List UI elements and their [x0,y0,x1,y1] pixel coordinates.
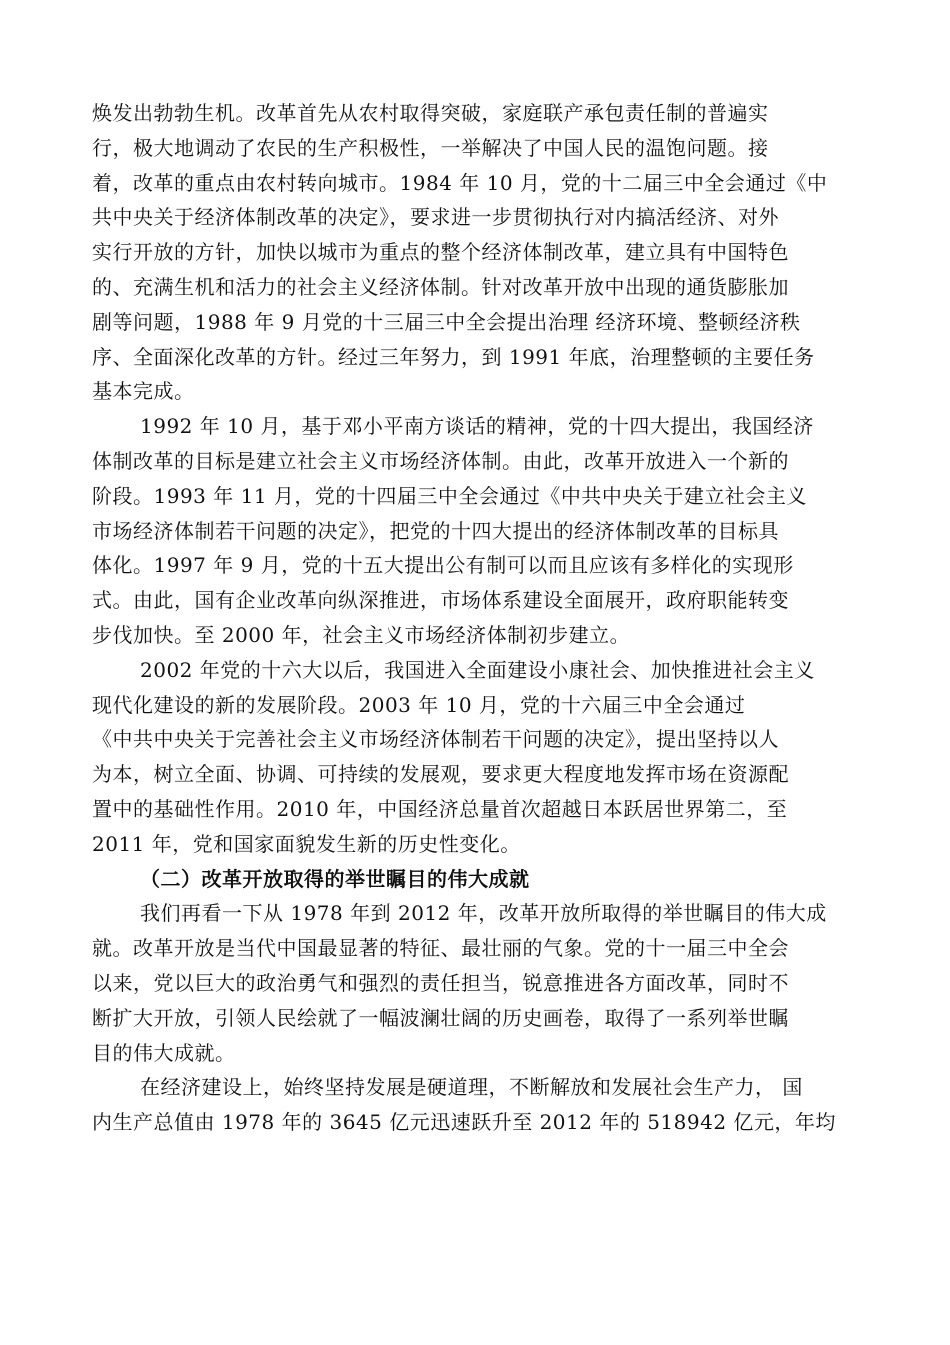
text-line: 2011 年，党和国家面貌发生新的历史性变化。 [92,831,521,856]
text-line: 就。改革开放是当代中国最显著的特征、最壮丽的气象。党的十一届三中全会 [92,936,789,961]
document-body [92,96,872,1140]
text-line: 置中的基础性作用。2010 年，中国经济总量首次超越日本跃居世界第二，至 [92,796,788,821]
text-line: 市场经济体制若干问题的决定》，把党的十四大提出的经济体制改革的目标具 [92,518,779,543]
text-line: 我们再看一下从 1978 年到 2012 年，改革开放所取得的举世瞩目的伟大成 [140,901,827,926]
text-line: 断扩大开放，引领人民绘就了一幅波澜壮阔的历史画卷，取得了一系列举世瞩 [92,1005,789,1030]
text-line: 式。由此，国有企业改革向纵深推进，市场体系建设全面展开，政府职能转变 [92,588,789,613]
text-line: 焕发出勃勃生机。改革首先从农村取得突破，家庭联产承包责任制的普遍实 [92,101,769,125]
text-line: 2002 年党的十六大以后，我国进入全面建设小康社会、加快推进社会主义 [140,657,815,682]
text-line: 基本完成。 [92,379,195,404]
text-line: 为本，树立全面、协调、可持续的发展观，要求更大程度地发挥市场在资源配 [92,762,789,787]
text-line: 阶段。1993 年 11 月，党的十四届三中全会通过《中共中央关于建立社会主义 [92,483,807,508]
text-line: 现代化建设的新的发展阶段。2003 年 10 月，党的十六届三中全会通过 [92,692,746,717]
text-line: 以来，党以巨大的政治勇气和强烈的责任担当，锐意推进各方面改革，同时不 [92,970,789,995]
section-heading: （二）改革开放取得的举世瞩目的伟大成就 [140,866,530,891]
text-line: 体制改革的目标是建立社会主义市场经济体制。由此，改革开放进入一个新的 [92,448,789,473]
text-line: 1992 年 10 月，基于邓小平南方谈话的精神，党的十四大提出，我国经济 [140,414,814,439]
text-line: 步伐加快。至 2000 年，社会主义市场经济体制初步建立。 [92,622,631,647]
text-line: 剧等问题，1988 年 9 月党的十三届三中全会提出治理 经济环境、整顿经济秩 [92,309,801,334]
text-line: 实行开放的方针，加快以城市为重点的整个经济体制改革，建立具有中国特色 [92,240,789,265]
text-line: 内生产总值由 1978 年的 3645 亿元迅速跃升至 2012 年的 518942 亿元，年均 [92,1110,836,1135]
text-line: 着，改革的重点由农村转向城市。1984 年 10 月，党的十二届三中全会通过《中 [92,170,828,195]
text-line: 行，极大地调动了农民的生产积极性，一举解决了中国人民的温饱问题。接 [92,135,769,160]
text-line: 共中央关于经济体制改革的决定》，要求进一步贯彻执行对内搞活经济、对外 [92,205,779,230]
text-line: 序、全面深化改革的方针。经过三年努力，到 1991 年底，治理整顿的主要任务 [92,344,815,369]
text-line: 在经济建设上，始终坚持发展是硬道理，不断解放和发展社会生产力， 国 [140,1075,803,1100]
text-line: 体化。1997 年 9 月，党的十五大提出公有制可以而且应该有多样化的实现形 [92,553,794,578]
text-line: 《中共中央关于完善社会主义市场经济体制若干问题的决定》，提出坚持以人 [92,727,779,752]
text-line: 的、充满生机和活力的社会主义经济体制。针对改革开放中出现的通货膨胀加 [92,274,789,299]
text-line: 目的伟大成就。 [92,1040,236,1065]
